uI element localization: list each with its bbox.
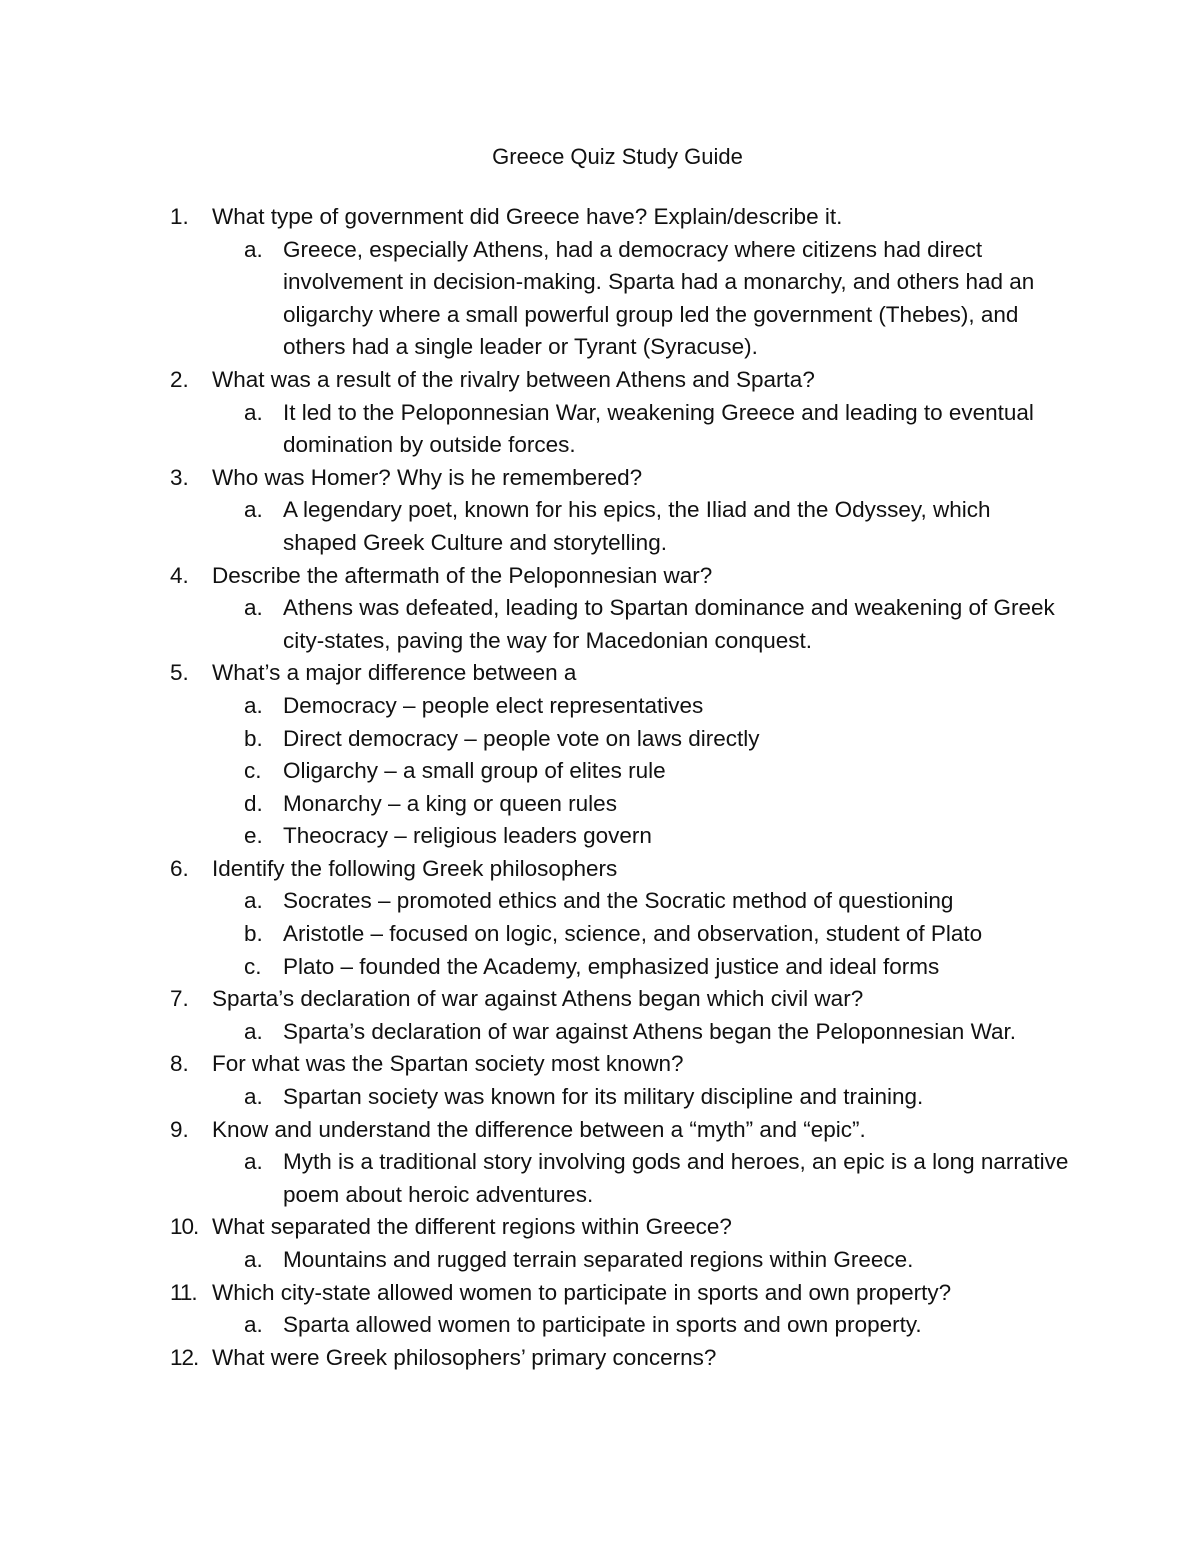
answer-item xyxy=(170,820,1070,853)
answer-text: Myth is a traditional story involving gods and heroes, an epic is a long narrative poem about heroic adventures. xyxy=(283,1149,1069,1207)
answer-letter: c. xyxy=(244,953,262,979)
question-text: What were Greek philosophers’ primary concerns? xyxy=(212,1344,717,1370)
answer-letter: a. xyxy=(244,399,263,425)
answer-letter: a. xyxy=(244,888,263,914)
answer-text: A legendary poet, known for his epics, the Iliad and the Odyssey, which shaped Greek Culture and storytelling. xyxy=(283,497,991,555)
question-number: 4. xyxy=(170,562,189,588)
answer-item xyxy=(170,885,1070,918)
question-item xyxy=(170,853,1070,886)
answer-text: Greece, especially Athens, had a democracy where citizens had direct involvement in decision-making. Sparta had a monarchy, and others had an oligarchy where a small powerful group led the government (Thebes), and others had a single leader or Tyrant (Syracuse). xyxy=(283,236,1035,360)
question-item xyxy=(170,657,1070,690)
answer-item xyxy=(170,1081,1070,1114)
answer-text: Oligarchy – a small group of elites rule xyxy=(283,758,666,784)
answer-letter: a. xyxy=(244,1247,263,1272)
question-item xyxy=(170,1277,1070,1310)
answer-letter: d. xyxy=(244,790,263,816)
question-item xyxy=(170,1342,1070,1375)
question-number: 2. xyxy=(170,366,189,392)
question-number: 7. xyxy=(170,986,189,1012)
answer-letter: a. xyxy=(244,1018,263,1044)
answer-item xyxy=(170,592,1070,657)
answer-text: Socrates – promoted ethics and the Socratic method of questioning xyxy=(283,888,954,914)
answer-item xyxy=(170,1146,1070,1211)
question-item xyxy=(170,462,1070,495)
answer-letter: a. xyxy=(244,692,263,718)
answer-text: Mountains and rugged terrain separated regions within Greece. xyxy=(283,1247,914,1272)
answer-letter: a. xyxy=(244,1084,263,1110)
answer-item xyxy=(170,234,1070,364)
answer-item xyxy=(170,788,1070,821)
answer-letter: e. xyxy=(244,823,263,849)
answer-text: Theocracy – religious leaders govern xyxy=(283,823,652,849)
question-item xyxy=(170,1048,1070,1081)
question-number: 5. xyxy=(170,660,189,686)
answer-item xyxy=(170,1244,1070,1277)
answer-text: Plato – founded the Academy, emphasized justice and ideal forms xyxy=(283,953,940,979)
answer-text: Spartan society was known for its military discipline and training. xyxy=(283,1084,924,1110)
answer-item xyxy=(170,1309,1070,1342)
question-number: 10. xyxy=(170,1214,199,1240)
answer-item xyxy=(170,918,1070,951)
answer-text: Aristotle – focused on logic, science, and observation, student of Plato xyxy=(283,921,983,947)
answer-letter: a. xyxy=(244,236,263,262)
question-number: 6. xyxy=(170,855,189,881)
question-number: 12. xyxy=(170,1344,199,1370)
question-text: Who was Homer? Why is he remembered? xyxy=(212,464,643,490)
question-number: 9. xyxy=(170,1116,189,1142)
answer-item xyxy=(170,951,1070,984)
answer-letter: c. xyxy=(244,758,262,784)
answer-item xyxy=(170,494,1070,559)
question-item xyxy=(170,1211,1070,1244)
question-text: Which city-state allowed women to participate in sports and own property? xyxy=(212,1279,952,1305)
answer-letter: b. xyxy=(244,725,263,751)
answer-letter: a. xyxy=(244,1312,263,1338)
question-text: For what was the Spartan society most known? xyxy=(212,1051,684,1077)
answer-text: Monarchy – a king or queen rules xyxy=(283,790,617,816)
question-number: 11. xyxy=(170,1279,197,1305)
answer-text: It led to the Peloponnesian War, weakening Greece and leading to eventual domination by outside forces. xyxy=(283,399,1034,458)
question-item xyxy=(170,201,1070,234)
question-number: 8. xyxy=(170,1051,189,1077)
answer-item xyxy=(170,723,1070,756)
answer-item xyxy=(170,1016,1070,1049)
question-list xyxy=(170,201,1070,1374)
question-text: What separated the different regions within Greece? xyxy=(212,1214,732,1240)
answer-item xyxy=(170,755,1070,788)
question-item xyxy=(170,1114,1070,1147)
answer-letter: a. xyxy=(244,1149,263,1175)
question-number: 3. xyxy=(170,464,189,490)
answer-letter: b. xyxy=(244,921,263,947)
answer-text: Sparta allowed women to participate in sports and own property. xyxy=(283,1312,922,1338)
document-title: Greece Quiz Study Guide xyxy=(492,144,743,169)
answer-text: Athens was defeated, leading to Spartan dominance and weakening of Greek city-states, paving the way for Macedonian conquest. xyxy=(283,595,1055,653)
question-text: Know and understand the difference between a “myth” and “epic”. xyxy=(212,1116,866,1142)
answer-item xyxy=(170,690,1070,723)
answer-text: Democracy – people elect representatives xyxy=(283,692,704,718)
question-text: Sparta’s declaration of war against Athens began which civil war? xyxy=(212,986,864,1012)
question-item xyxy=(170,560,1070,593)
question-number: 1. xyxy=(170,204,189,229)
question-text: What’s a major difference between a xyxy=(212,660,577,686)
question-text: What was a result of the rivalry between Athens and Sparta? xyxy=(212,366,815,392)
question-item xyxy=(170,983,1070,1016)
question-text: Describe the aftermath of the Peloponnesian war? xyxy=(212,562,713,588)
question-text: What type of government did Greece have? Explain/describe it. xyxy=(212,204,843,229)
answer-text: Sparta’s declaration of war against Athens began the Peloponnesian War. xyxy=(283,1018,1016,1044)
answer-letter: a. xyxy=(244,497,263,523)
answer-text: Direct democracy – people vote on laws directly xyxy=(283,725,760,751)
question-item xyxy=(170,364,1070,397)
answer-item xyxy=(170,397,1070,462)
answer-letter: a. xyxy=(244,595,263,621)
question-text: Identify the following Greek philosophers xyxy=(212,855,618,881)
